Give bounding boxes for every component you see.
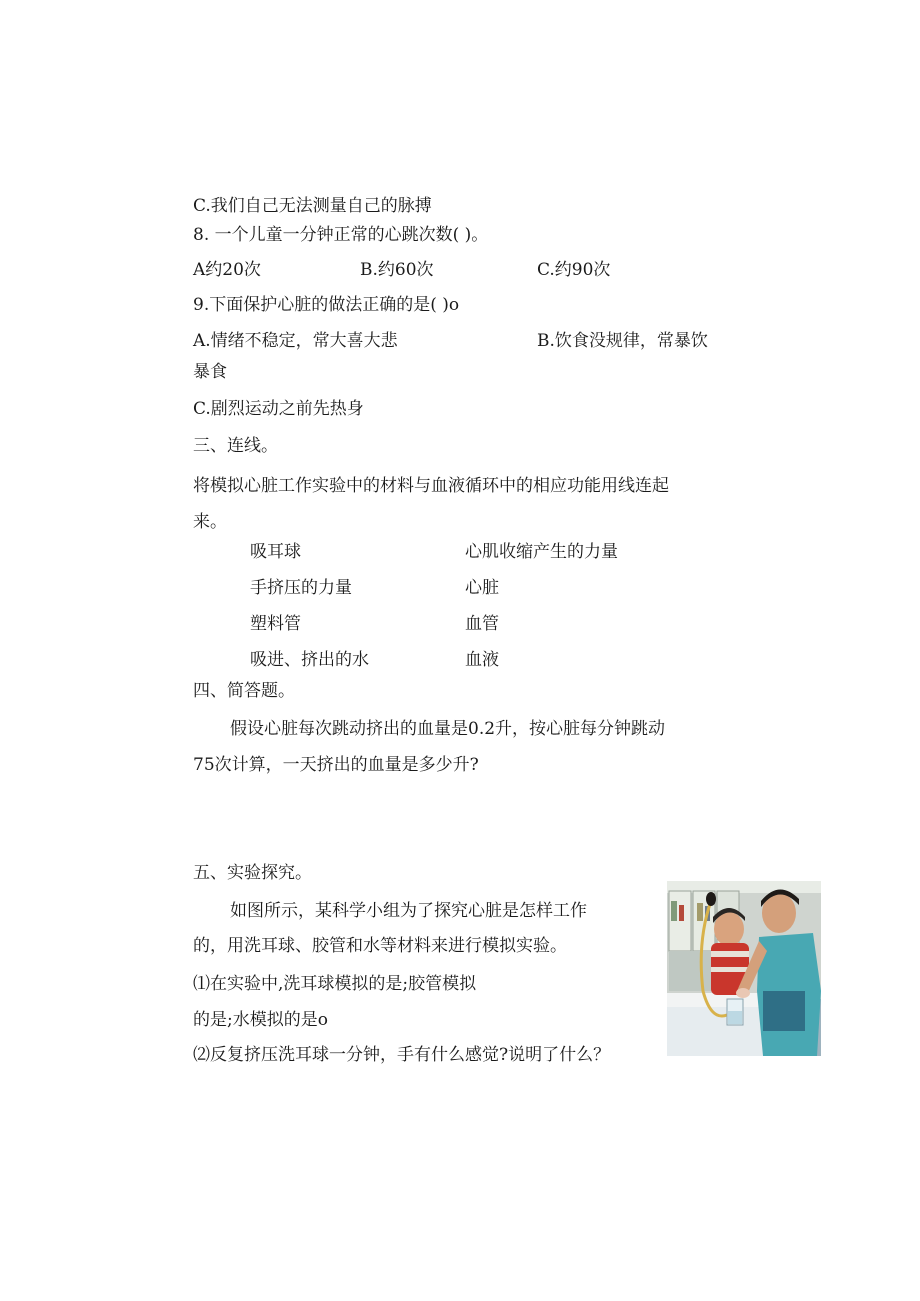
section4-question-line2: 75次计算，一天挤出的血量是多少升? [193, 755, 479, 775]
experiment-photo [667, 881, 821, 1056]
q7-option-c: C.我们自己无法测量自己的脉搏 [193, 196, 432, 216]
q8-option-a: A约20次 [193, 260, 261, 280]
match-left-item: 手挤压的力量 [250, 578, 352, 598]
match-right-item: 心脏 [465, 578, 499, 598]
section4-question-line1: 假设心脏每次跳动挤出的血量是0.2升，按心脏每分钟跳动 [230, 719, 666, 739]
section3-instruction-line2: 来。 [193, 512, 227, 532]
section3-instruction-line1: 将模拟心脏工作实验中的材料与血液循环中的相应功能用线连起 [193, 476, 669, 496]
section5-q1-line1: ⑴在实验中,洗耳球模拟的是;胶管模拟 [193, 974, 477, 994]
match-right-item: 血管 [465, 614, 499, 634]
q9-option-b: B.饮食没规律，常暴饮 [537, 331, 708, 351]
q9-option-c: C.剧烈运动之前先热身 [193, 399, 364, 419]
section5-title: 五、实验探究。 [193, 863, 312, 883]
match-right-item: 血液 [465, 650, 499, 670]
match-left-item: 塑料管 [250, 614, 301, 634]
section5-intro-line1: 如图所示，某科学小组为了探究心脏是怎样工作 [230, 901, 587, 921]
q8-option-b: B.约60次 [360, 260, 434, 280]
match-left-item: 吸进、挤出的水 [250, 650, 369, 670]
match-right-item: 心肌收缩产生的力量 [465, 542, 618, 562]
section5-intro-line2: 的，用洗耳球、胶管和水等材料来进行模拟实验。 [193, 936, 567, 956]
section5-q2: ⑵反复挤压洗耳球一分钟，手有什么感觉?说明了什么？ [193, 1045, 611, 1065]
section4-title: 四、简答题。 [193, 681, 295, 701]
q8-option-c: C.约90次 [537, 260, 611, 280]
q9-option-a: A.情绪不稳定，常大喜大悲 [193, 331, 398, 351]
q9-stem: 9.下面保护心脏的做法正确的是( )o [193, 295, 460, 315]
q9-option-b-continued: 暴食 [193, 362, 227, 382]
q8-stem: 8. 一个儿童一分钟正常的心跳次数( )。 [193, 225, 489, 245]
section3-title: 三、连线。 [193, 436, 278, 456]
section5-q1-line2: 的是;水模拟的是o [193, 1010, 328, 1030]
match-left-item: 吸耳球 [250, 542, 301, 562]
